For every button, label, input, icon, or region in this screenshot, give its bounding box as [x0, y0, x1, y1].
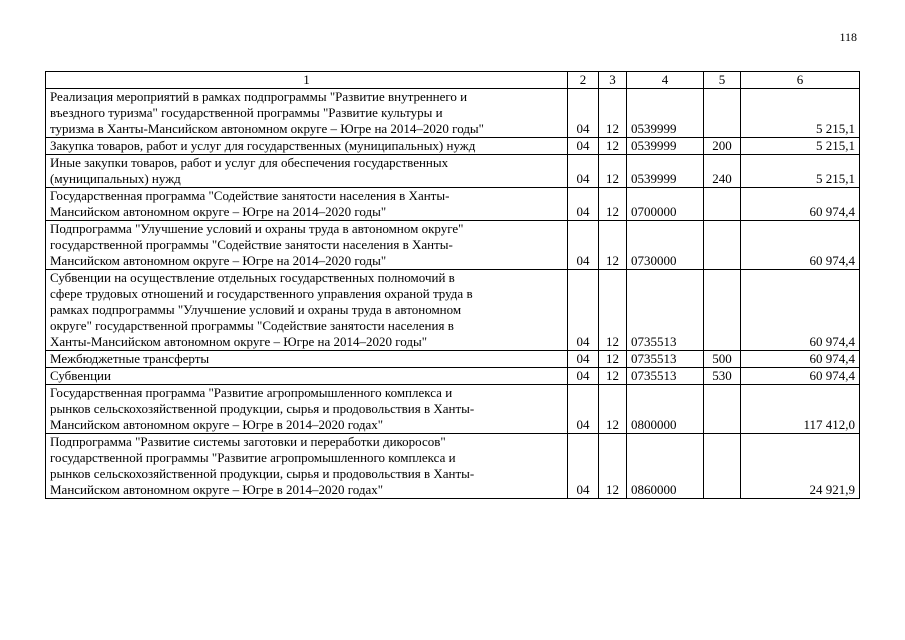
cell-c6: 60 974,4: [741, 270, 860, 351]
cell-c2: 04: [568, 89, 599, 138]
row-name-line: Субвенции: [50, 368, 111, 383]
cell-c6: 60 974,4: [741, 368, 860, 385]
header-col-4: 4: [627, 72, 704, 89]
cell-c6: 60 974,4: [741, 351, 860, 368]
row-name-cell: [46, 270, 568, 351]
cell-c2: 04: [568, 155, 599, 188]
row-name-line: Подпрограмма "Развитие системы заготовки и переработки дикоросов": [50, 434, 446, 449]
table-row: [46, 188, 860, 221]
row-name-cell: [46, 385, 568, 434]
cell-c4: 0735513: [627, 270, 704, 351]
row-name-line: Государственная программа "Развитие агропромышленного комплекса и: [50, 385, 453, 400]
cell-c3: 12: [599, 270, 627, 351]
cell-c4: 0860000: [627, 434, 704, 499]
cell-c3: 12: [599, 89, 627, 138]
cell-c5: [704, 270, 741, 351]
cell-c2: 04: [568, 138, 599, 155]
row-name-line: государственной программы "Развитие агропромышленного комплекса и: [50, 450, 456, 465]
header-col-1: 1: [46, 72, 568, 89]
table-row: [46, 155, 860, 188]
row-name-cell: [46, 188, 568, 221]
row-name-cell: [46, 221, 568, 270]
row-name-line: государственной программы "Содействие занятости населения в Ханты-: [50, 237, 453, 252]
cell-c3: 12: [599, 188, 627, 221]
cell-c3: 12: [599, 351, 627, 368]
row-name-cell: [46, 138, 568, 155]
header-col-2: 2: [568, 72, 599, 89]
cell-c5: 530: [704, 368, 741, 385]
cell-c2: 04: [568, 351, 599, 368]
cell-c2: 04: [568, 270, 599, 351]
cell-c3: 12: [599, 368, 627, 385]
row-name-line: Ханты-Мансийском автономном округе – Югре на 2014–2020 годы": [50, 334, 428, 349]
row-name-cell: [46, 434, 568, 499]
row-name-line: Иные закупки товаров, работ и услуг для обеспечения государственных: [50, 155, 449, 170]
table-row: [46, 89, 860, 138]
cell-c5: [704, 188, 741, 221]
cell-c5: [704, 434, 741, 499]
row-name-line: Мансийском автономном округе – Югре на 2014–2020 годы": [50, 204, 387, 219]
table-row: [46, 351, 860, 368]
cell-c6: 60 974,4: [741, 188, 860, 221]
table-body: [46, 89, 860, 499]
cell-c3: 12: [599, 155, 627, 188]
cell-c6: 24 921,9: [741, 434, 860, 499]
row-name-line: туризма в Ханты-Мансийском автономном округе – Югре на 2014–2020 годы": [50, 121, 484, 136]
cell-c5: 240: [704, 155, 741, 188]
header-col-3: 3: [599, 72, 627, 89]
row-name-line: сфере трудовых отношений и государственного управления охраной труда в: [50, 286, 473, 301]
row-name-line: (муниципальных) нужд: [50, 171, 181, 186]
row-name-line: Мансийском автономном округе – Югре на 2014–2020 годы": [50, 253, 387, 268]
cell-c4: 0730000: [627, 221, 704, 270]
cell-c2: 04: [568, 385, 599, 434]
cell-c3: 12: [599, 138, 627, 155]
cell-c5: 200: [704, 138, 741, 155]
row-name-line: Государственная программа "Содействие занятости населения в Ханты-: [50, 188, 450, 203]
row-name-line: въездного туризма" государственной программы "Развитие культуры и: [50, 105, 443, 120]
table-row: [46, 385, 860, 434]
table-row: [46, 270, 860, 351]
table-row: [46, 221, 860, 270]
row-name-line: Подпрограмма "Улучшение условий и охраны труда в автономном округе": [50, 221, 464, 236]
table-row: [46, 138, 860, 155]
cell-c3: 12: [599, 221, 627, 270]
cell-c2: 04: [568, 368, 599, 385]
row-name-cell: [46, 351, 568, 368]
cell-c5: [704, 221, 741, 270]
cell-c4: 0735513: [627, 368, 704, 385]
cell-c2: 04: [568, 221, 599, 270]
row-name-line: Мансийском автономном округе – Югре в 2014–2020 годах": [50, 482, 384, 497]
cell-c2: 04: [568, 188, 599, 221]
row-name-cell: [46, 368, 568, 385]
cell-c3: 12: [599, 385, 627, 434]
cell-c4: 0539999: [627, 89, 704, 138]
table-header-row: [46, 72, 860, 89]
cell-c4: 0700000: [627, 188, 704, 221]
cell-c6: 5 215,1: [741, 89, 860, 138]
cell-c5: 500: [704, 351, 741, 368]
page-number: 118: [839, 30, 857, 44]
row-name-line: Субвенции на осуществление отдельных государственных полномочий в: [50, 270, 455, 285]
row-name-line: рынков сельскохозяйственной продукции, сырья и продовольствия в Ханты-: [50, 466, 475, 481]
row-name-line: Межбюджетные трансферты: [50, 351, 210, 366]
cell-c4: 0539999: [627, 138, 704, 155]
row-name-line: рынков сельскохозяйственной продукции, сырья и продовольствия в Ханты-: [50, 401, 475, 416]
cell-c5: [704, 89, 741, 138]
cell-c6: 5 215,1: [741, 138, 860, 155]
table-row: [46, 434, 860, 499]
cell-c4: 0800000: [627, 385, 704, 434]
cell-c6: 117 412,0: [741, 385, 860, 434]
cell-c4: 0539999: [627, 155, 704, 188]
header-col-5: 5: [704, 72, 741, 89]
row-name-line: Закупка товаров, работ и услуг для государственных (муниципальных) нужд: [50, 138, 476, 153]
cell-c3: 12: [599, 434, 627, 499]
cell-c6: 60 974,4: [741, 221, 860, 270]
cell-c2: 04: [568, 434, 599, 499]
table-row: [46, 368, 860, 385]
row-name-line: округе" государственной программы "Содействие занятости населения в: [50, 318, 454, 333]
cell-c4: 0735513: [627, 351, 704, 368]
row-name-line: Реализация мероприятий в рамках подпрограммы "Развитие внутреннего и: [50, 89, 468, 104]
row-name-cell: [46, 89, 568, 138]
row-name-cell: [46, 155, 568, 188]
cell-c5: [704, 385, 741, 434]
cell-c6: 5 215,1: [741, 155, 860, 188]
row-name-line: Мансийском автономном округе – Югре в 2014–2020 годах": [50, 417, 384, 432]
budget-table: [45, 71, 860, 499]
header-col-6: 6: [741, 72, 860, 89]
row-name-line: рамках подпрограммы "Улучшение условий и охраны труда в автономном: [50, 302, 462, 317]
